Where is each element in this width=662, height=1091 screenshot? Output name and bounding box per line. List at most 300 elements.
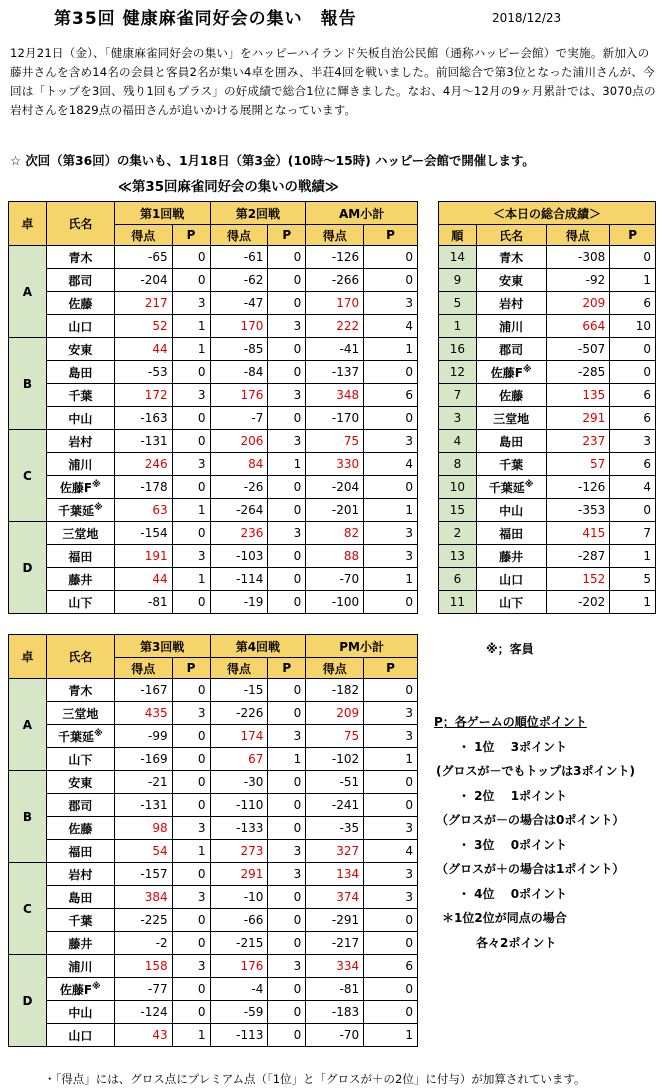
player-name: 中山 xyxy=(476,499,546,522)
legend-line: ・ 2位 1ポイント xyxy=(458,788,568,803)
player-name: 藤井 xyxy=(46,932,114,955)
player-name: 島田 xyxy=(46,886,114,909)
player-name: 青木 xyxy=(46,679,114,702)
subtotal-score: 222 xyxy=(306,315,364,338)
subtotal-point: 0 xyxy=(364,1001,418,1024)
game-a-point: 1 xyxy=(172,1024,210,1047)
game-a-score: -124 xyxy=(114,1001,172,1024)
subtotal-point: 4 xyxy=(364,840,418,863)
am-results-table xyxy=(8,201,418,614)
game-b-score: -110 xyxy=(210,794,268,817)
game-b-point: 0 xyxy=(268,407,306,430)
page-title: 第35回 健康麻雀同好会の集い 報告 xyxy=(54,9,357,29)
game-b-point: 0 xyxy=(268,1024,306,1047)
total-score: 415 xyxy=(546,522,610,545)
table-row xyxy=(439,246,656,269)
subtotal-point: 3 xyxy=(364,522,418,545)
player-name: 千葉延※ xyxy=(46,499,114,522)
table-row xyxy=(9,407,418,430)
subtotal-score: 75 xyxy=(306,725,364,748)
subtotal-point: 0 xyxy=(364,978,418,1001)
point-legend xyxy=(434,710,635,955)
subtotal-score: 348 xyxy=(306,384,364,407)
game-a-score: -53 xyxy=(114,361,172,384)
table-row xyxy=(439,499,656,522)
table-row xyxy=(9,932,418,955)
game-a-point: 1 xyxy=(172,840,210,863)
total-point: 0 xyxy=(610,499,656,522)
header-name: 氏名 xyxy=(46,635,114,679)
subtotal-point: 3 xyxy=(364,430,418,453)
table-label: C xyxy=(9,430,47,522)
table-row xyxy=(439,269,656,292)
header-rank: 順 xyxy=(439,225,477,246)
player-name: 岩村 xyxy=(46,863,114,886)
game-a-point: 0 xyxy=(172,269,210,292)
player-name: 千葉 xyxy=(476,453,546,476)
rank: 14 xyxy=(439,246,477,269)
total-score: 291 xyxy=(546,407,610,430)
header-table: 卓 xyxy=(9,202,47,246)
game-a-point: 0 xyxy=(172,522,210,545)
subtotal-point: 3 xyxy=(364,725,418,748)
game-b-point: 0 xyxy=(268,591,306,614)
game-b-score: 236 xyxy=(210,522,268,545)
player-name: 藤井 xyxy=(476,545,546,568)
legend-line: ・ 4位 0ポイント xyxy=(458,886,568,901)
game-b-score: -133 xyxy=(210,817,268,840)
game-a-score: -65 xyxy=(114,246,172,269)
player-name: 山口 xyxy=(46,1024,114,1047)
table-row xyxy=(439,338,656,361)
subtotal-point: 1 xyxy=(364,499,418,522)
total-score: 135 xyxy=(546,384,610,407)
game-b-score: -114 xyxy=(210,568,268,591)
game-b-point: 3 xyxy=(268,522,306,545)
subtotal-score: -102 xyxy=(306,748,364,771)
game-a-score: -131 xyxy=(114,430,172,453)
game-b-score: -59 xyxy=(210,1001,268,1024)
total-point: 10 xyxy=(610,315,656,338)
game-a-score: 44 xyxy=(114,568,172,591)
game-a-point: 1 xyxy=(172,568,210,591)
total-point: 1 xyxy=(610,591,656,614)
game-b-score: -10 xyxy=(210,886,268,909)
game-b-point: 0 xyxy=(268,545,306,568)
table-row xyxy=(9,978,418,1001)
player-name: 島田 xyxy=(46,361,114,384)
player-name: 安東 xyxy=(476,269,546,292)
total-point: 6 xyxy=(610,453,656,476)
total-score: 57 xyxy=(546,453,610,476)
table-row xyxy=(9,840,418,863)
game-b-point: 0 xyxy=(268,1001,306,1024)
header-subtotal: PM小計 xyxy=(306,635,418,658)
header-subtotal: AM小計 xyxy=(306,202,418,225)
game-a-score: -225 xyxy=(114,909,172,932)
total-point: 4 xyxy=(610,476,656,499)
table-row xyxy=(9,863,418,886)
game-a-point: 3 xyxy=(172,292,210,315)
game-b-score: -85 xyxy=(210,338,268,361)
game-a-point: 3 xyxy=(172,886,210,909)
total-score: -285 xyxy=(546,361,610,384)
guest-mark: ※ xyxy=(93,728,103,739)
next-meeting-notice: ☆ 次回（第36回）の集いも、1月18日（第3金）(10時～15時) ハッピー会館で開催します。 xyxy=(10,153,535,168)
header-point: P xyxy=(172,225,210,246)
header-game-b: 第4回戦 xyxy=(210,635,306,658)
report-date: 2018/12/23 xyxy=(492,11,562,25)
player-name: 佐藤F※ xyxy=(476,361,546,384)
results-subtitle: ≪第35回麻雀同好会の集いの戦績≫ xyxy=(118,180,339,195)
game-a-point: 0 xyxy=(172,794,210,817)
table-row xyxy=(9,292,418,315)
game-b-point: 0 xyxy=(268,476,306,499)
game-b-score: -47 xyxy=(210,292,268,315)
table-row xyxy=(439,407,656,430)
game-a-point: 0 xyxy=(172,725,210,748)
game-b-score: 67 xyxy=(210,748,268,771)
table-row xyxy=(9,591,418,614)
player-name: 岩村 xyxy=(46,430,114,453)
table-row xyxy=(9,679,418,702)
game-a-score: 98 xyxy=(114,817,172,840)
player-name: 三堂地 xyxy=(46,522,114,545)
header-score: 得点 xyxy=(546,225,610,246)
total-point: 7 xyxy=(610,522,656,545)
subtotal-point: 1 xyxy=(364,1024,418,1047)
game-b-score: -26 xyxy=(210,476,268,499)
subtotal-point: 6 xyxy=(364,955,418,978)
intro-text: 12月21日（金）、「健康麻雀同好会の集い」をハッピーハイランド矢板自治公民館（通称ハッピー会館）で実施。新加入の藤井さんを含め14名の会員と客員2名が集い4卓を囲み、半荘4回を戦いました。前回総合で第3位となった浦川さんが、今回は「トップを3回、残り1回もプラス」の好成績で総合1位に輝きました。なお、4月～12月の9ヶ月累計では、3070点の岩村さんを1829点の福田さんが追いかける展開となっています。 xyxy=(10,46,656,117)
game-b-score: -103 xyxy=(210,545,268,568)
legend-title: P；各ゲームの順位ポイント xyxy=(434,715,587,729)
game-a-point: 3 xyxy=(172,955,210,978)
subtotal-point: 1 xyxy=(364,338,418,361)
game-a-point: 3 xyxy=(172,702,210,725)
table-row xyxy=(9,361,418,384)
header-point: P xyxy=(364,658,418,679)
game-a-point: 1 xyxy=(172,315,210,338)
game-a-score: -21 xyxy=(114,771,172,794)
game-b-score: -7 xyxy=(210,407,268,430)
subtotal-score: -291 xyxy=(306,909,364,932)
game-b-score: -19 xyxy=(210,591,268,614)
game-b-point: 0 xyxy=(268,679,306,702)
subtotal-score: -182 xyxy=(306,679,364,702)
rank: 16 xyxy=(439,338,477,361)
subtotal-score: -41 xyxy=(306,338,364,361)
total-score: -353 xyxy=(546,499,610,522)
legend-line: 各々2ポイント xyxy=(476,935,557,950)
game-a-score: -178 xyxy=(114,476,172,499)
subtotal-score: 334 xyxy=(306,955,364,978)
subtotal-point: 0 xyxy=(364,909,418,932)
rank: 6 xyxy=(439,568,477,591)
game-a-score: -163 xyxy=(114,407,172,430)
player-name: 山下 xyxy=(46,591,114,614)
table-row xyxy=(9,545,418,568)
table-row xyxy=(439,384,656,407)
total-score: 152 xyxy=(546,568,610,591)
player-name: 岩村 xyxy=(476,292,546,315)
game-b-score: 176 xyxy=(210,384,268,407)
game-b-point: 3 xyxy=(268,840,306,863)
rank: 5 xyxy=(439,292,477,315)
table-row xyxy=(9,702,418,725)
game-b-score: -15 xyxy=(210,679,268,702)
table-row xyxy=(439,430,656,453)
table-row xyxy=(9,794,418,817)
game-a-point: 3 xyxy=(172,545,210,568)
player-name: 藤井 xyxy=(46,568,114,591)
total-score: -507 xyxy=(546,338,610,361)
game-a-score: -131 xyxy=(114,794,172,817)
player-name: 青木 xyxy=(46,246,114,269)
subtotal-point: 4 xyxy=(364,453,418,476)
table-row xyxy=(9,909,418,932)
game-a-score: -169 xyxy=(114,748,172,771)
subtotal-score: 374 xyxy=(306,886,364,909)
subtotal-score: 82 xyxy=(306,522,364,545)
table-row xyxy=(439,292,656,315)
rank: 7 xyxy=(439,384,477,407)
game-b-score: 206 xyxy=(210,430,268,453)
game-b-score: -30 xyxy=(210,771,268,794)
subtotal-point: 0 xyxy=(364,361,418,384)
subtotal-point: 3 xyxy=(364,886,418,909)
table-row xyxy=(439,591,656,614)
player-name: 福田 xyxy=(46,545,114,568)
legend-line: (グロスが－でもトップは3ポイント) xyxy=(436,764,635,778)
rank: 9 xyxy=(439,269,477,292)
total-point: 6 xyxy=(610,407,656,430)
game-a-score: 44 xyxy=(114,338,172,361)
game-a-point: 0 xyxy=(172,978,210,1001)
table-row xyxy=(439,568,656,591)
subtotal-point: 0 xyxy=(364,407,418,430)
legend-line: ＊1位2位が同点の場合 xyxy=(442,911,567,925)
game-b-point: 3 xyxy=(268,863,306,886)
subtotal-point: 3 xyxy=(364,863,418,886)
player-name: 中山 xyxy=(46,1001,114,1024)
total-point: 0 xyxy=(610,361,656,384)
subtotal-score: -204 xyxy=(306,476,364,499)
player-name: 山下 xyxy=(476,591,546,614)
game-b-score: -62 xyxy=(210,269,268,292)
game-b-point: 0 xyxy=(268,817,306,840)
total-point: 6 xyxy=(610,292,656,315)
game-b-point: 3 xyxy=(268,315,306,338)
header-game-a: 第3回戦 xyxy=(114,635,210,658)
rank: 10 xyxy=(439,476,477,499)
table-row xyxy=(9,1024,418,1047)
game-b-point: 0 xyxy=(268,568,306,591)
rank: 2 xyxy=(439,522,477,545)
game-a-score: 43 xyxy=(114,1024,172,1047)
player-name: 郡司 xyxy=(46,794,114,817)
total-point: 0 xyxy=(610,246,656,269)
total-score: -126 xyxy=(546,476,610,499)
game-b-score: 176 xyxy=(210,955,268,978)
game-a-score: 158 xyxy=(114,955,172,978)
game-a-score: -154 xyxy=(114,522,172,545)
subtotal-score: -51 xyxy=(306,771,364,794)
game-b-point: 0 xyxy=(268,269,306,292)
player-name: 青木 xyxy=(476,246,546,269)
subtotal-score: 170 xyxy=(306,292,364,315)
player-name: 千葉延※ xyxy=(46,725,114,748)
game-a-score: 246 xyxy=(114,453,172,476)
game-b-point: 3 xyxy=(268,725,306,748)
header-score: 得点 xyxy=(114,225,172,246)
player-name: 山口 xyxy=(476,568,546,591)
guest-mark: ※ xyxy=(522,364,532,375)
total-point: 0 xyxy=(610,338,656,361)
table-row xyxy=(9,384,418,407)
subtotal-point: 3 xyxy=(364,817,418,840)
player-name: 浦川 xyxy=(46,453,114,476)
game-b-score: -113 xyxy=(210,1024,268,1047)
game-b-score: 291 xyxy=(210,863,268,886)
player-name: 中山 xyxy=(46,407,114,430)
game-b-point: 0 xyxy=(268,886,306,909)
game-b-point: 0 xyxy=(268,361,306,384)
header-score: 得点 xyxy=(306,658,364,679)
header-point: P xyxy=(268,225,306,246)
subtotal-score: -81 xyxy=(306,978,364,1001)
subtotal-point: 3 xyxy=(364,292,418,315)
guest-mark: ※ xyxy=(93,502,103,513)
player-name: 郡司 xyxy=(476,338,546,361)
game-a-score: 191 xyxy=(114,545,172,568)
game-a-point: 1 xyxy=(172,499,210,522)
table-row xyxy=(9,476,418,499)
game-a-point: 0 xyxy=(172,909,210,932)
table-row xyxy=(9,748,418,771)
total-point: 5 xyxy=(610,568,656,591)
table-row xyxy=(439,361,656,384)
player-name: 佐藤 xyxy=(476,384,546,407)
header-point: P xyxy=(610,225,656,246)
rank: 3 xyxy=(439,407,477,430)
player-name: 千葉延※ xyxy=(476,476,546,499)
guest-note: ※；客員 xyxy=(486,642,534,656)
player-name: 三堂地 xyxy=(46,702,114,725)
header-score: 得点 xyxy=(210,225,268,246)
player-name: 郡司 xyxy=(46,269,114,292)
rank: 11 xyxy=(439,591,477,614)
game-a-point: 0 xyxy=(172,407,210,430)
game-b-point: 0 xyxy=(268,771,306,794)
game-a-point: 0 xyxy=(172,679,210,702)
game-b-score: 170 xyxy=(210,315,268,338)
table-row xyxy=(9,725,418,748)
game-b-point: 0 xyxy=(268,932,306,955)
overall-title: ＜本日の総合成績＞ xyxy=(439,202,656,225)
table-label: A xyxy=(9,679,47,771)
game-a-point: 0 xyxy=(172,1001,210,1024)
game-b-point: 1 xyxy=(268,748,306,771)
subtotal-point: 0 xyxy=(364,679,418,702)
game-b-score: -66 xyxy=(210,909,268,932)
legend-line: ・ 1位 3ポイント xyxy=(458,739,568,754)
game-b-point: 1 xyxy=(268,453,306,476)
total-score: -92 xyxy=(546,269,610,292)
subtotal-score: -35 xyxy=(306,817,364,840)
game-a-score: 54 xyxy=(114,840,172,863)
table-row xyxy=(9,246,418,269)
rank: 4 xyxy=(439,430,477,453)
subtotal-score: 330 xyxy=(306,453,364,476)
game-b-score: 84 xyxy=(210,453,268,476)
game-a-score: 384 xyxy=(114,886,172,909)
guest-mark: ※ xyxy=(92,479,101,490)
game-b-point: 0 xyxy=(268,246,306,269)
total-score: 237 xyxy=(546,430,610,453)
pm-results-table xyxy=(8,634,418,1047)
total-point: 3 xyxy=(610,430,656,453)
player-name: 安東 xyxy=(46,338,114,361)
subtotal-point: 3 xyxy=(364,545,418,568)
subtotal-score: -70 xyxy=(306,568,364,591)
table-row xyxy=(439,315,656,338)
total-score: 209 xyxy=(546,292,610,315)
game-b-point: 0 xyxy=(268,499,306,522)
overall-results-table xyxy=(438,201,656,614)
rank: 12 xyxy=(439,361,477,384)
table-label: A xyxy=(9,246,47,338)
table-row xyxy=(9,771,418,794)
guest-mark: ※ xyxy=(524,479,534,490)
table-row xyxy=(9,338,418,361)
table-row xyxy=(9,886,418,909)
table-row xyxy=(9,522,418,545)
game-a-point: 0 xyxy=(172,591,210,614)
table-row xyxy=(9,269,418,292)
game-a-score: -99 xyxy=(114,725,172,748)
subtotal-score: 88 xyxy=(306,545,364,568)
player-name: 島田 xyxy=(476,430,546,453)
rank: 1 xyxy=(439,315,477,338)
total-score: -202 xyxy=(546,591,610,614)
game-b-point: 0 xyxy=(268,909,306,932)
header-table: 卓 xyxy=(9,635,47,679)
subtotal-score: -170 xyxy=(306,407,364,430)
game-a-score: -157 xyxy=(114,863,172,886)
game-b-score: -4 xyxy=(210,978,268,1001)
game-a-point: 3 xyxy=(172,817,210,840)
total-point: 1 xyxy=(610,269,656,292)
subtotal-point: 0 xyxy=(364,476,418,499)
subtotal-point: 3 xyxy=(364,702,418,725)
subtotal-point: 0 xyxy=(364,246,418,269)
game-b-score: -61 xyxy=(210,246,268,269)
subtotal-point: 0 xyxy=(364,794,418,817)
game-b-point: 0 xyxy=(268,338,306,361)
game-a-point: 0 xyxy=(172,771,210,794)
table-label: D xyxy=(9,522,47,614)
header-point: P xyxy=(172,658,210,679)
game-a-point: 0 xyxy=(172,748,210,771)
table-row xyxy=(9,568,418,591)
game-b-score: -84 xyxy=(210,361,268,384)
subtotal-point: 4 xyxy=(364,315,418,338)
player-name: 三堂地 xyxy=(476,407,546,430)
subtotal-point: 0 xyxy=(364,269,418,292)
game-a-score: -81 xyxy=(114,591,172,614)
subtotal-point: 0 xyxy=(364,932,418,955)
